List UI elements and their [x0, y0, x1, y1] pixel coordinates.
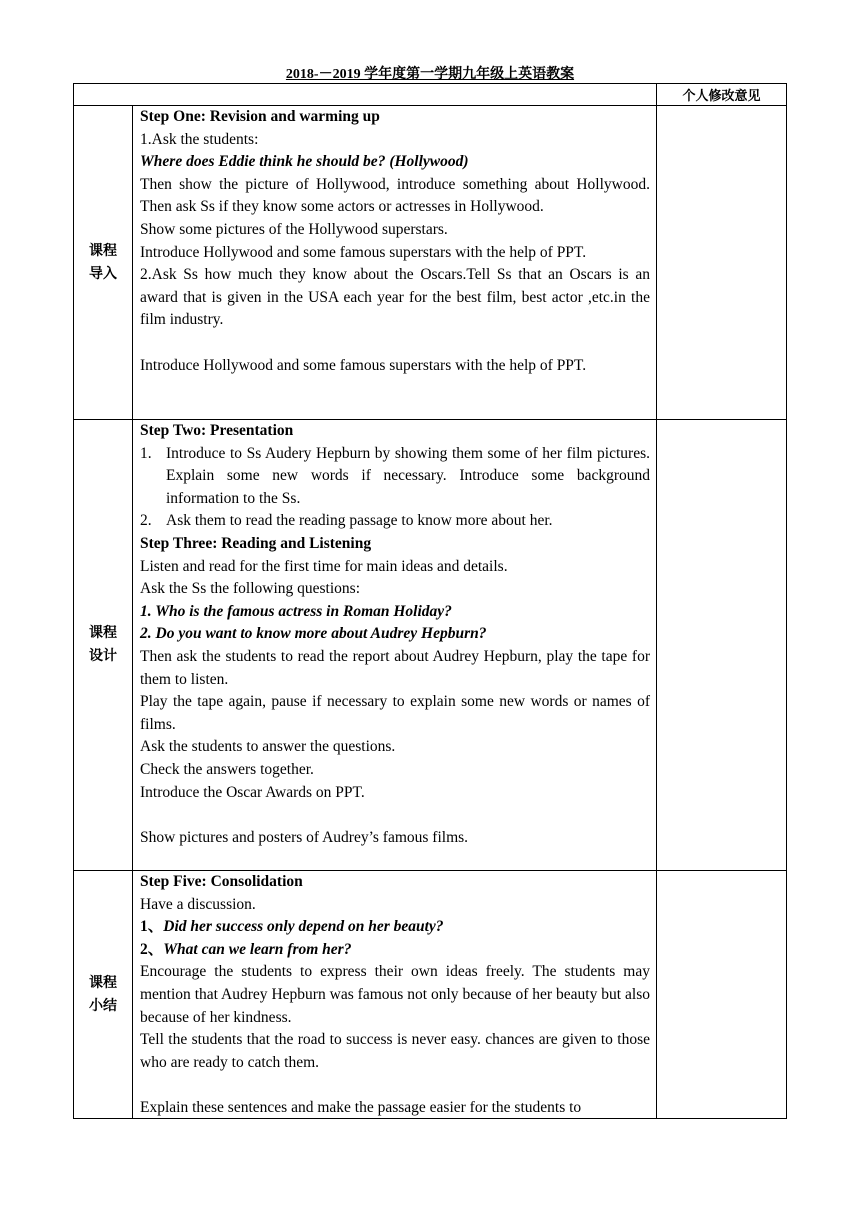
paragraph: Check the answers together. — [140, 760, 314, 778]
paragraph: 1.Ask the students: — [140, 130, 259, 148]
section-label-line2: 导入 — [89, 265, 117, 282]
blank-line — [140, 1074, 650, 1097]
question-number: 2、 — [140, 940, 164, 958]
section-label-line2: 设计 — [89, 648, 117, 664]
paragraph: Ask the Ss the following questions: — [140, 580, 361, 598]
paragraph: Encourage the students to express their own ideas freely. The students may mention that Audrey Hepburn was famous not only because of her beauty but also because of her kindness. — [140, 963, 650, 1026]
paragraph: Listen and read for the first time for main ideas and details. — [140, 557, 508, 575]
question — [140, 939, 650, 962]
section-summary — [74, 871, 787, 1119]
question: 2. Do you want to know more about Audrey Hepburn? — [140, 625, 487, 643]
notes-cell — [657, 106, 787, 420]
section-content-clip — [140, 871, 650, 1118]
paragraph: Introduce Hollywood and some famous superstars with the help of PPT. — [140, 356, 587, 374]
paragraph: Then show the picture of Hollywood, introduce something about Hollywood. Then ask Ss if they know some actors or actresses in Hollywood. — [140, 175, 650, 216]
paragraph: Show pictures and posters of Audrey’s famous films. — [140, 828, 469, 846]
document-title: 2018-－2019 学年度第一学期九年级上英语教案 — [285, 67, 575, 82]
paragraph: Introduce Hollywood and some famous superstars with the help of PPT. — [140, 243, 587, 261]
header-row — [74, 84, 787, 106]
section-label — [74, 420, 133, 871]
blank-line — [140, 804, 650, 827]
paragraph: Tell the students that the road to success is never easy. chances are given to those who are ready to catch them. — [140, 1031, 650, 1071]
lesson-plan-table — [73, 83, 787, 1119]
blank-line — [140, 332, 650, 355]
question-number: 1、 — [140, 918, 164, 936]
notes-cell — [657, 420, 787, 871]
paragraph: Show some pictures of the Hollywood superstars. — [140, 220, 448, 238]
section-label-line1: 课程 — [89, 242, 117, 259]
section-content — [133, 420, 657, 871]
step-heading: Step Five: Consolidation — [140, 873, 303, 890]
question-text: What can we learn from her? — [163, 940, 352, 958]
step-heading: Step Three: Reading and Listening — [140, 534, 372, 552]
question: 1. Who is the famous actress in Roman Holiday? — [140, 602, 452, 620]
section-label — [74, 106, 133, 420]
paragraph: Play the tape again, pause if necessary to explain some new words or names of films. — [140, 693, 650, 733]
section-design — [74, 420, 787, 871]
list-number: 1. — [140, 444, 152, 462]
step-heading: Step Two: Presentation — [140, 422, 294, 439]
header-blank-cell — [74, 84, 657, 106]
section-introduction — [74, 106, 787, 420]
paragraph: Ask the students to answer the questions. — [140, 738, 396, 756]
section-label — [74, 871, 133, 1119]
question: Where does Eddie think he should be? (Hollywood) — [140, 153, 469, 171]
numbered-list — [140, 443, 650, 533]
list-text: Introduce to Ss Audery Hepburn by showing them some of her film pictures. Explain some new words if necessary. Introduce some background information to the Ss. — [166, 444, 650, 507]
paragraph: 2.Ask Ss how much they know about the Oscars.Tell Ss that an Oscars is an award that is given in the USA each year for the best film, best actor ,etc.in the film industry. — [140, 266, 650, 329]
step-heading: Step One: Revision and warming up — [140, 108, 380, 125]
paragraph: Explain these sentences and make the passage easier for the students to — [140, 1098, 582, 1116]
list-text: Ask them to read the reading passage to know more about her. — [166, 512, 553, 530]
paragraph: Have a discussion. — [140, 895, 256, 913]
section-content — [133, 106, 657, 420]
section-label-line1: 课程 — [89, 625, 117, 641]
section-content — [133, 871, 657, 1119]
list-item — [140, 510, 650, 533]
section-label-line1: 课程 — [89, 974, 117, 991]
notes-column-header: 个人修改意见 — [657, 84, 787, 106]
list-item — [140, 443, 650, 511]
section-label-line2: 小结 — [89, 997, 117, 1014]
notes-cell — [657, 871, 787, 1119]
paragraph: Then ask the students to read the report about Audrey Hepburn, play the tape for them to listen. — [140, 647, 650, 688]
paragraph: Introduce the Oscar Awards on PPT. — [140, 783, 365, 801]
list-number: 2. — [140, 512, 152, 530]
question-text: Did her success only depend on her beauty? — [163, 918, 444, 936]
question — [140, 916, 650, 939]
